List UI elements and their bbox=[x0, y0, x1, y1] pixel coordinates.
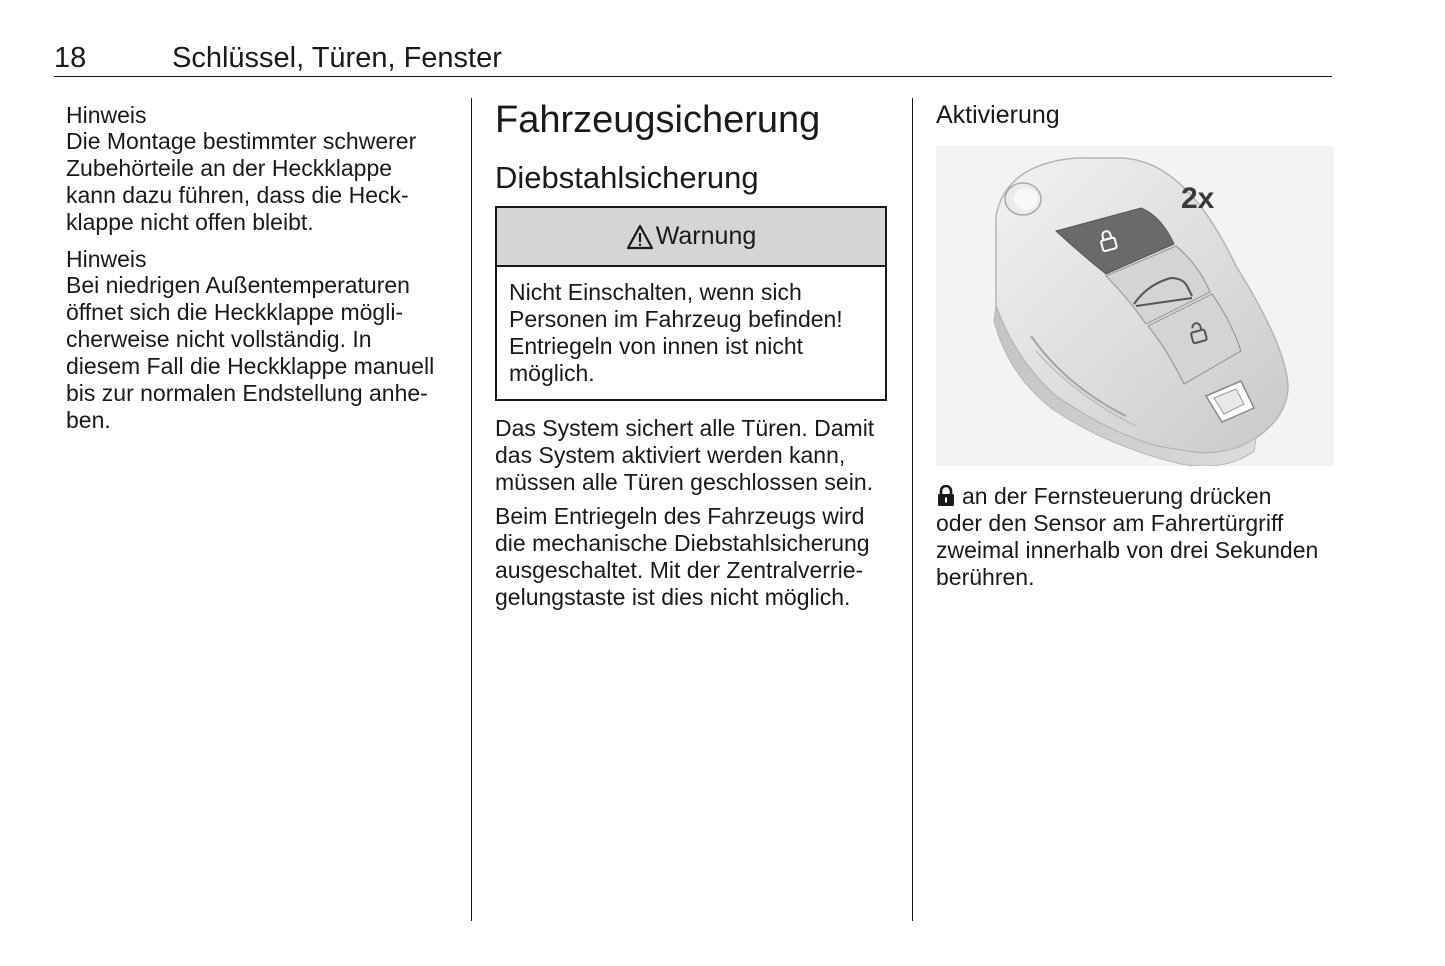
key-fob-illustration bbox=[936, 146, 1334, 466]
note-block-2 bbox=[66, 246, 458, 434]
text-line: müssen alle Türen geschlossen sein. bbox=[495, 469, 874, 495]
paragraph-1 bbox=[495, 415, 890, 496]
text-line: berühren. bbox=[936, 564, 1035, 590]
note-text bbox=[66, 272, 458, 434]
activation-instruction bbox=[936, 483, 1334, 591]
warning-header bbox=[497, 208, 885, 267]
page-number: 18 bbox=[54, 42, 87, 74]
section-title: Fahrzeugsicherung bbox=[495, 99, 821, 141]
text-line: öffnet sich die Heckklappe mögli- bbox=[66, 299, 404, 325]
warning-box bbox=[495, 206, 887, 401]
lock-icon bbox=[936, 485, 956, 507]
subsection-title: Diebstahlsicherung bbox=[495, 160, 759, 195]
text-line: kann dazu führen, dass die Heck- bbox=[66, 182, 409, 208]
text-line: Die Montage bestimmter schwerer bbox=[66, 128, 417, 154]
text-line: klappe nicht offen bleibt. bbox=[66, 209, 314, 235]
text-line: bis zur normalen Endstellung anhe- bbox=[66, 380, 428, 406]
column-middle bbox=[495, 98, 890, 611]
warning-triangle-icon bbox=[626, 224, 654, 250]
paragraph-2 bbox=[495, 503, 890, 611]
text-line: ausgeschaltet. Mit der Zentralverrie- bbox=[495, 557, 864, 583]
instruction-line: an der Fernsteuerung drücken bbox=[962, 483, 1272, 509]
text-line: Personen im Fahrzeug befinden! bbox=[509, 306, 843, 332]
warning-text bbox=[497, 267, 885, 399]
activation-heading: Aktivierung bbox=[936, 101, 1060, 129]
text-line: diesem Fall die Heckklappe manuell bbox=[66, 353, 435, 379]
note-heading: Hinweis bbox=[66, 246, 147, 272]
text-line: Beim Entriegeln des Fahrzeugs wird bbox=[495, 503, 865, 529]
text-line: zweimal innerhalb von drei Sekunden bbox=[936, 537, 1319, 563]
text-line: Entriegeln von innen ist nicht bbox=[509, 333, 804, 359]
text-line bbox=[936, 483, 1334, 510]
text-line: cherweise nicht vollständig. In bbox=[66, 326, 372, 352]
page-header bbox=[54, 40, 1332, 77]
text-line: Bei niedrigen Außentemperaturen bbox=[66, 272, 410, 298]
column-right bbox=[936, 98, 1334, 698]
text-line: oder den Sensor am Fahrertürgriff bbox=[936, 510, 1284, 536]
note-heading: Hinweis bbox=[66, 102, 147, 128]
text-line: Das System sichert alle Türen. Damit bbox=[495, 415, 875, 441]
text-line: Nicht Einschalten, wenn sich bbox=[509, 279, 802, 305]
column-divider-1 bbox=[471, 98, 472, 921]
chapter-title: Schlüssel, Türen, Fenster bbox=[172, 42, 502, 74]
warning-label: Warnung bbox=[655, 222, 757, 250]
note-text bbox=[66, 128, 458, 236]
text-line: Zubehörteile an der Heckklappe bbox=[66, 155, 393, 181]
text-line: die mechanische Diebstahlsicherung bbox=[495, 530, 870, 556]
press-count-label: 2x bbox=[1181, 182, 1215, 215]
text-line: ben. bbox=[66, 407, 111, 433]
column-left bbox=[66, 98, 458, 434]
text-line: gelungstaste ist dies nicht möglich. bbox=[495, 584, 851, 610]
text-line: das System aktiviert werden kann, bbox=[495, 442, 846, 468]
text-line: möglich. bbox=[509, 360, 595, 386]
note-block-1 bbox=[66, 102, 458, 236]
column-divider-2 bbox=[912, 98, 913, 921]
